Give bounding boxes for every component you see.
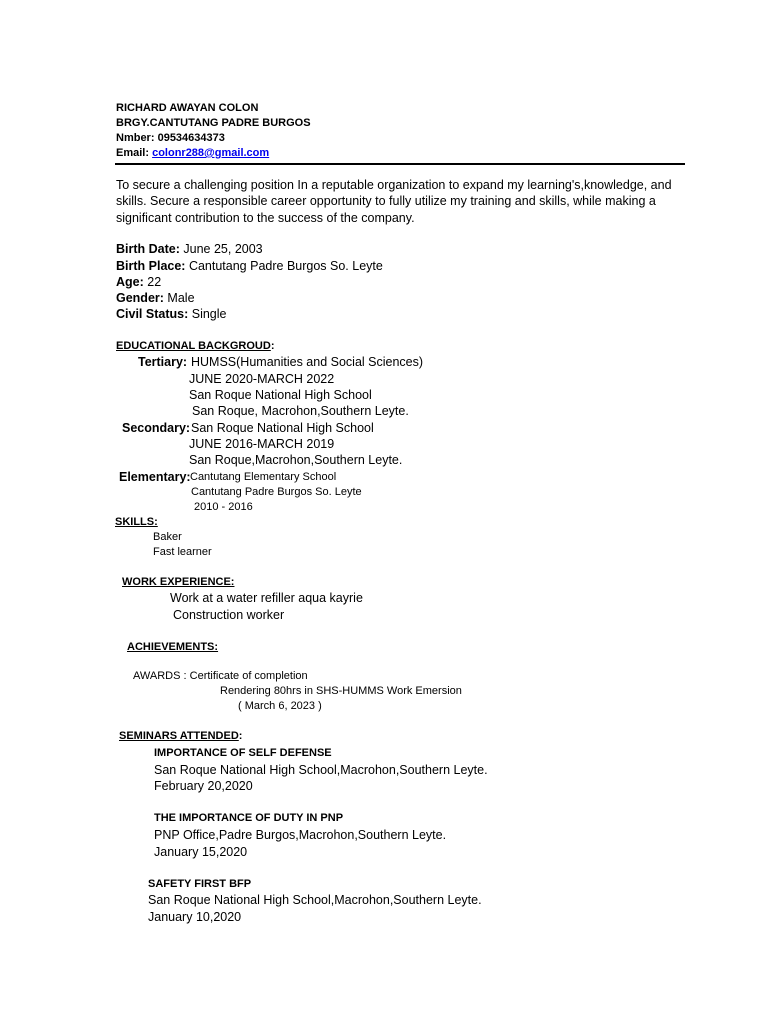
birth-date-value: June 25, 2003 [183, 242, 263, 256]
number-label: Nmber: [116, 132, 155, 144]
gender-label: Gender: [116, 291, 164, 305]
seminar-place: San Roque National High School,Macrohon,Southern Leyte. [148, 893, 482, 907]
applicant-name: RICHARD AWAYAN COLON [116, 102, 259, 114]
award-title: AWARDS : Certificate of completion [133, 670, 308, 682]
personal-age [116, 274, 161, 290]
seminar-date: January 10,2020 [148, 910, 242, 924]
birth-place-value: Cantutang Padre Burgos So. Leyte [188, 259, 383, 273]
personal-civil-status [116, 306, 226, 322]
work-item: Construction worker [173, 608, 285, 622]
seminar-title: SAFETY FIRST BFP [148, 878, 252, 890]
work-item: Work at a water refiller aqua kayrie [170, 591, 363, 605]
award-date: ( March 6, 2023 ) [238, 700, 322, 712]
work-heading: WORK EXPERIENCE: [122, 576, 235, 588]
seminar-date: February 20,2020 [154, 779, 253, 793]
birth-date-label: Birth Date: [116, 242, 180, 256]
tertiary-strand: HUMSS(Humanities and Social Sciences) [191, 355, 424, 369]
career-objective: To secure a challenging position In a reputable organization to expand my learning's,knowledge, and skills. Secure a responsible career opportunity to fully utilize my training and skills, while making a significant contribution to the success of the company. [116, 178, 672, 225]
secondary-location: San Roque,Macrohon,Southern Leyte. [189, 453, 403, 467]
tertiary-label: Tertiary: [138, 355, 188, 369]
elementary-school: Cantutang Elementary School [190, 471, 337, 483]
contact-number [116, 131, 225, 146]
award-detail: Rendering 80hrs in SHS-HUMMS Work Emersion [220, 685, 462, 697]
gender-value: Male [167, 291, 195, 305]
age-value: 22 [147, 275, 162, 289]
elementary-label: Elementary: [119, 470, 191, 484]
seminars-heading: SEMINARS ATTENDED: [119, 730, 243, 742]
email-label: Email: [116, 147, 150, 159]
birth-place-label: Birth Place: [116, 259, 186, 273]
seminar-place: PNP Office,Padre Burgos,Macrohon,Southern Leyte. [154, 828, 447, 842]
seminar-title: IMPORTANCE OF SELF DEFENSE [154, 747, 332, 759]
achievements-heading: ACHIEVEMENTS: [127, 641, 219, 653]
secondary-school: San Roque National High School [191, 421, 374, 435]
seminar-place: San Roque National High School,Macrohon,Southern Leyte. [154, 763, 488, 777]
civil-status-value: Single [191, 307, 227, 321]
elementary-years: 2010 - 2016 [194, 501, 253, 513]
skill-item: Fast learner [153, 546, 212, 558]
email-link[interactable]: colonr288@gmail.com [152, 147, 270, 159]
civil-status-label: Civil Status: [116, 307, 189, 321]
seminar-date: January 15,2020 [154, 845, 248, 859]
elementary-location: Cantutang Padre Burgos So. Leyte [191, 486, 362, 498]
age-label: Age: [116, 275, 144, 289]
seminar-title: THE IMPORTANCE OF DUTY IN PNP [154, 812, 344, 824]
header-divider [115, 163, 685, 165]
number-value: 09534634373 [157, 132, 225, 144]
contact-email [116, 146, 269, 161]
tertiary-school: San Roque National High School [189, 388, 372, 402]
secondary-label: Secondary: [122, 421, 191, 435]
tertiary-location: San Roque, Macrohon,Southern Leyte. [192, 404, 409, 418]
personal-birth-place [116, 258, 383, 274]
education-heading: EDUCATIONAL BACKGROUD: [116, 340, 275, 352]
personal-gender [116, 290, 195, 306]
secondary-dates: JUNE 2016-MARCH 2019 [189, 437, 335, 451]
personal-birth-date [116, 241, 263, 257]
skills-heading: SKILLS: [115, 516, 158, 528]
skill-item: Baker [153, 531, 182, 543]
tertiary-dates: JUNE 2020-MARCH 2022 [189, 372, 335, 386]
applicant-address: BRGY.CANTUTANG PADRE BURGOS [116, 117, 311, 129]
